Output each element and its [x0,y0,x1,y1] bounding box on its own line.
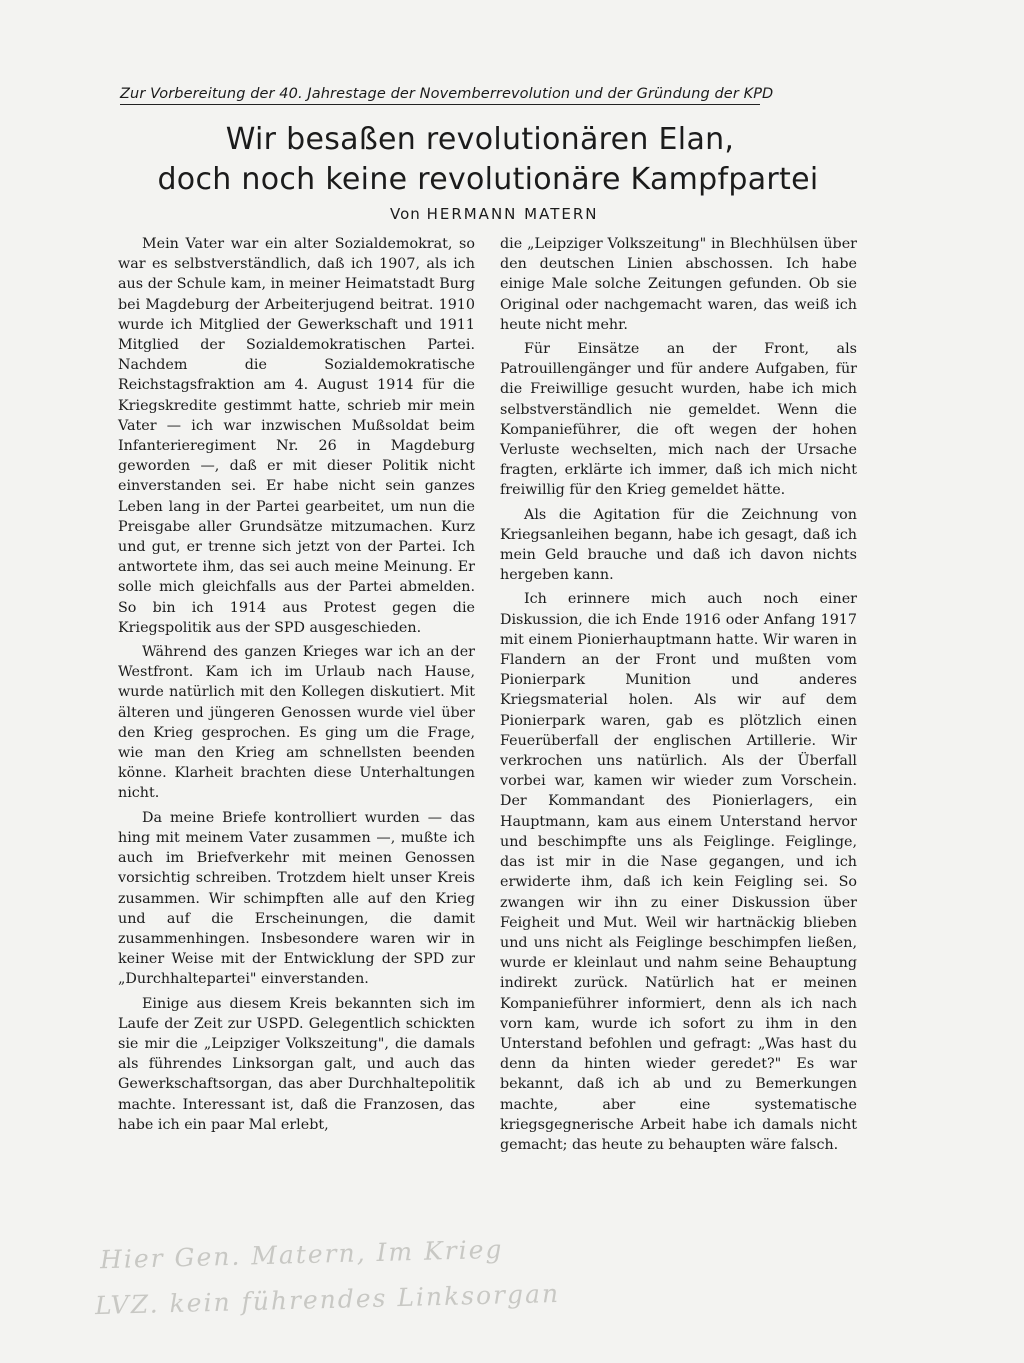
handwritten-note-line-1: Hier Gen. Matern, Im Krieg [99,1234,504,1275]
paragraph: Für Einsätze an der Front, als Patrouillengänger und für andere Aufgaben, für die Freiwillige gesucht wurden, habe ich mich selbstverständlich nie gemeldet. Wenn die Kompanieführer, die oft wegen der hohen Verluste wechselten, mich nach der Ursache fragten, erklärte ich immer, daß ich mich nicht freiwillig für den Krieg gemeldet hätte. [500,341,857,499]
byline-author: HERMANN MATERN [426,205,599,223]
paragraph: Mein Vater war ein alter Sozialdemokrat, so war es selbstverständlich, daß ich 1907, als ich aus der Schule kam, in meiner Heimatstadt Burg bei Magdeburg der Arbeiterjugend beitrat. 1910 wurde ich Mitglied der Gewerkschaft und 1911 Mitglied der Sozialdemokratischen Partei. Nachdem die Sozialdemokratische Reichstagsfraktion am 4. August 1914 für die Kriegskredite gestimmt hatte, schrieb mir mein Vater — ich war inzwischen Mußsoldat beim Infanterieregiment Nr. 26 in Magdeburg geworden —, daß er mit dieser Politik nicht einverstanden sei. Er habe nicht sein ganzes Leben lang in der Partei gearbeitet, um nun die Preisgabe aller Grundsätze mitzumachen. Kurz und gut, er trenne sich jetzt von der Partei. Ich antwortete ihm, das sei auch meine Meinung. Er solle mich gleichfalls aus der Partei abmelden. So bin ich 1914 aus Protest gegen die Kriegspolitik aus der SPD ausgeschieden. [118,236,475,636]
handwritten-note-line-2: LVZ. kein führendes Linksorgan [94,1278,561,1321]
paragraph: Da meine Briefe kontrolliert wurden — das hing mit meinem Vater zusammen —, mußte ich auch im Briefverkehr mit meinen Genossen vorsichtig schreiben. Trotzdem hielt unser Kreis zusammen. Wir schimpften alle auf den Krieg und auf die Erscheinungen, die damit zusammenhingen. Insbesondere waren wir in keiner Weise mit der Entwicklung der SPD zur „Durchhaltepartei" einverstanden. [118,809,475,988]
paragraph: Ich erinnere mich auch noch einer Diskussion, die ich Ende 1916 oder Anfang 1917 mit einem Pionierhauptmann hatte. Wir waren in Flandern an der Front und mußten vom Pionierpark Munition und anderes Kriegsmaterial holen. Als wir auf dem Pionierpark waren, gab es plötzlich einen Feuerüberfall der englischen Artillerie. Wir verkrochen uns natürlich. Als der Überfall vorbei war, kamen wir wieder zum Vorschein. Der Kommandant des Pionierlagers, ein Hauptmann, kam aus einem Unterstand hervor und beschimpfte uns als Feiglinge. Feiglinge, das ist mir in die Nase gegangen, und ich erwiderte ihm, daß ich kein Feigling sei. So zwangen wir ihn zu einer Diskussion über Feigheit und Mut. Weil wir hartnäckig blieben und uns nicht als Feiglinge beschimpfen ließen, wurde er kleinlaut und nahm seine Behauptung indirekt zurück. Natürlich hat er meinen Kompanieführer informiert, denn als ich nach vorn kam, wurde ich sofort zu ihm in den Unterstand befohlen und gefragt: „Was hast du denn da hinten wieder geredet?" Es war bekannt, daß ich ab und zu Bemerkungen machte, aber eine systematische kriegsgegnerische Arbeit habe ich damals nicht gemacht; das heute zu behaupten wäre falsch. [500,591,857,1153]
paragraph: Während des ganzen Krieges war ich an der Westfront. Kam ich im Urlaub nach Hause, wurde natürlich mit den Kollegen diskutiert. Mit älteren und jüngeren Genossen wurde viel über den Krieg gesprochen. Es ging um die Frage, wie man den Krieg am schnellsten beenden könne. Klarheit brachten diese Unterhaltungen nicht. [118,644,475,802]
headline-line-2: doch noch keine revolutionäre Kampfpartei [157,162,819,197]
paragraph: die „Leipziger Volkszeitung" in Blechhülsen über den deutschen Linien abschossen. Ich habe einige Male solche Zeitungen gefunden. Ob sie Original oder nachgemacht waren, das weiß ich heute nicht mehr. [500,236,857,333]
paragraph: Einige aus diesem Kreis bekannten sich im Laufe der Zeit zur USPD. Gelegentlich schickten sie mir die „Leipziger Volkszeitung", die damals als führendes Linksorgan galt, und auch das Gewerkschaftsorgan, das aber Durchhaltepolitik machte. Interessant ist, daß die Franzosen, das habe ich ein paar Mal erlebt, [118,995,475,1133]
paragraph: Als die Agitation für die Zeichnung von Kriegsanleihen begann, habe ich gesagt, daß ich mein Geld brauche und daß ich davon nichts hergeben kann. [500,506,857,584]
series-kicker: Zur Vorbereitung der 40. Jahrestage der Novemberrevolution und der Gründung der KPD [120,86,760,105]
byline-prefix: Von [390,205,421,223]
headline-line-1: Wir besaßen revolutionären Elan, [225,122,735,157]
article-column-right [500,234,857,1159]
byline [390,205,640,223]
article-column-left [118,234,475,1139]
